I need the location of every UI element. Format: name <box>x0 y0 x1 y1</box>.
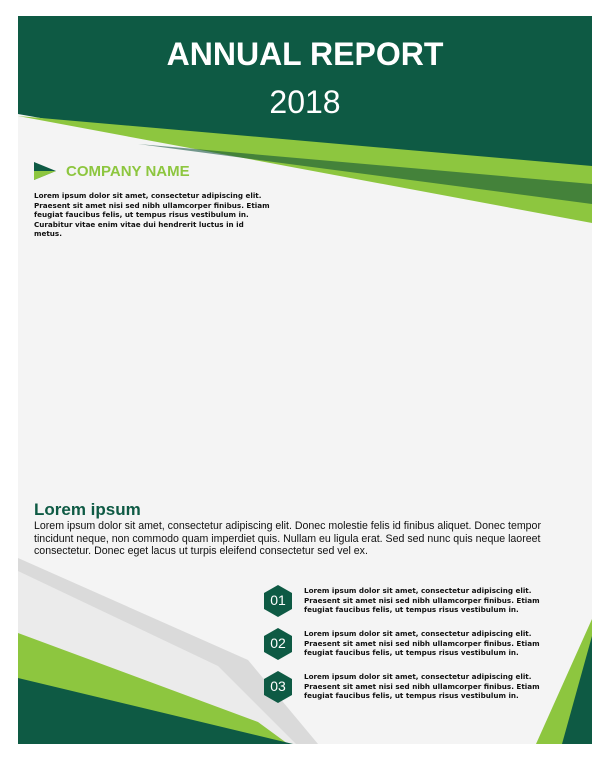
title-rest-word: REPORT <box>310 36 444 72</box>
item-line: Lorem ipsum dolor sit amet, consectetur adipiscing elit. <box>304 629 532 638</box>
list-item <box>263 584 583 624</box>
item-line: Praesent sit amet nisi sed nibh ullamcorper finibus. Etiam <box>304 595 540 605</box>
report-title <box>18 34 592 74</box>
description-line: Curabitur vitae enim vitae dui hendrerit luctus in id metus. <box>34 219 244 239</box>
title-bold-word: ANNUAL <box>166 36 302 72</box>
item-line: Praesent sit amet nisi sed nibh ullamcorper finibus. Etiam <box>304 638 540 648</box>
section-heading: Lorem ipsum <box>34 500 141 519</box>
item-number: 03 <box>270 678 286 694</box>
company-description <box>34 191 274 239</box>
item-text <box>304 672 574 701</box>
list-item <box>263 627 583 667</box>
item-line: feugiat faucibus felis, ut tempus risus vestibulum in. <box>304 691 519 701</box>
description-line: feugiat faucibus felis, ut tempus risus vestibulum in. <box>34 210 249 220</box>
report-year: 2018 <box>269 84 341 120</box>
item-text <box>304 586 574 615</box>
item-line: Lorem ipsum dolor sit amet, consectetur adipiscing elit. <box>304 672 532 681</box>
report-cover <box>18 16 592 744</box>
item-line: feugiat faucibus felis, ut tempus risus vestibulum in. <box>304 605 519 615</box>
triangle-pointer-icon <box>34 162 56 180</box>
item-line: Lorem ipsum dolor sit amet, consectetur adipiscing elit. <box>304 586 532 595</box>
item-number: 02 <box>270 635 286 651</box>
company-block <box>34 162 190 180</box>
item-line: feugiat faucibus felis, ut tempus risus vestibulum in. <box>304 648 519 658</box>
section-body: Lorem ipsum dolor sit amet, consectetur adipiscing elit. Donec molestie felis id finibus aliquet. Donec tempor tincidunt neque, non commodo quam imperdiet quis. Nullam eu ligula erat. Sed sed nunc quis neque laoreet consectetur. Donec eget lacus ut turpis eleifend consectetur sed vel ex. <box>34 520 541 558</box>
company-name: COMPANY NAME <box>66 162 190 180</box>
list-item <box>263 670 583 710</box>
description-line: Praesent sit amet nisi sed nibh ullamcorper finibus. Etiam <box>34 200 270 210</box>
description-line: Lorem ipsum dolor sit amet, consectetur adipiscing elit. <box>34 191 262 200</box>
item-text <box>304 629 574 658</box>
item-number: 01 <box>270 592 286 608</box>
item-line: Praesent sit amet nisi sed nibh ullamcorper finibus. Etiam <box>304 681 540 691</box>
